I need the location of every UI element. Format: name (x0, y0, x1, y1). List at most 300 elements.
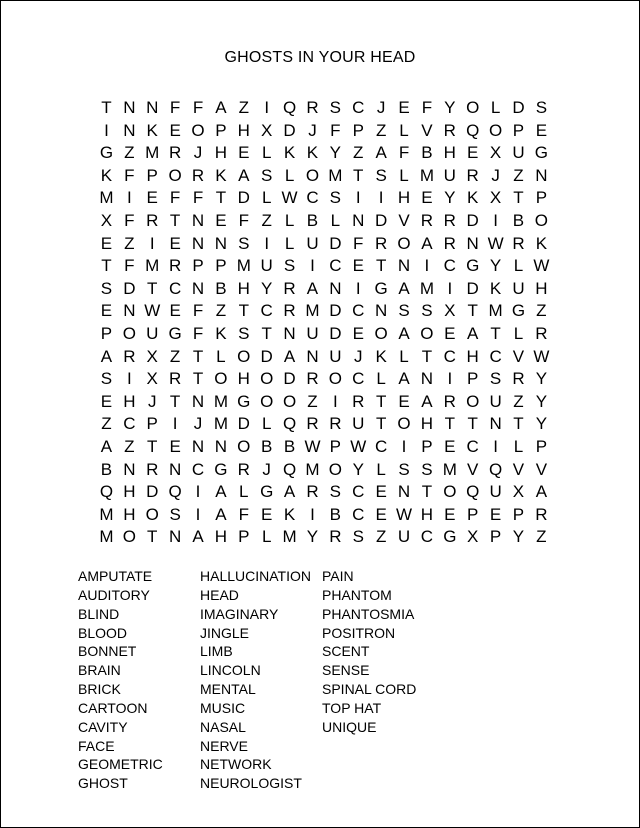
word-list-item: NASAL (200, 718, 246, 735)
grid-letter: K (215, 165, 227, 185)
grid-letter: T (101, 98, 112, 117)
grid-letter: K (535, 233, 548, 253)
word-list-item: GHOST (78, 775, 128, 792)
grid-letter: C (352, 98, 365, 117)
grid-letter: R (535, 504, 548, 524)
grid-letter: Y (306, 527, 319, 547)
grid-letter: E (352, 256, 364, 276)
grid-letter: H (397, 188, 411, 208)
grid-letter: R (123, 346, 136, 366)
grid-letter: C (352, 482, 365, 502)
grid-letter: N (146, 98, 159, 117)
grid-letter: D (237, 414, 250, 434)
grid-letter: D (283, 120, 296, 140)
grid-letter: R (443, 210, 456, 230)
grid-letter: Z (353, 143, 364, 163)
grid-letter: N (191, 233, 205, 253)
grid-letter: M (488, 301, 503, 321)
grid-letter: C (191, 459, 205, 479)
grid-letter: E (215, 210, 227, 230)
word-list-item: GEOMETRIC (78, 756, 163, 773)
grid-letter: H (237, 369, 250, 389)
grid-letter: N (283, 323, 296, 343)
grid-letter: P (146, 165, 158, 185)
grid-letter: N (123, 459, 136, 479)
grid-letter: O (328, 459, 342, 479)
grid-letter: S (375, 165, 387, 185)
grid-letter: J (147, 391, 157, 411)
grid-letter: B (261, 436, 273, 456)
grid-letter: W (304, 436, 321, 456)
grid-letter: S (329, 482, 342, 502)
grid-letter: R (168, 256, 182, 276)
grid-letter: N (329, 278, 342, 298)
grid-letter: N (191, 436, 205, 456)
grid-letter: M (305, 459, 320, 479)
grid-letter: Y (261, 278, 273, 298)
grid-letter: O (260, 369, 274, 389)
grid-letter: L (261, 414, 272, 434)
grid-letter: C (352, 301, 365, 321)
grid-letter: P (192, 256, 204, 276)
grid-letter: J (193, 143, 203, 163)
grid-letter: Y (512, 527, 525, 547)
grid-letter: C (420, 527, 434, 547)
grid-letter: T (147, 278, 158, 298)
grid-letter: Y (489, 256, 502, 276)
grid-letter: C (306, 188, 319, 208)
grid-letter: K (146, 120, 158, 140)
grid-letter: H (123, 482, 136, 502)
grid-letter: N (191, 210, 205, 230)
word-list (78, 567, 462, 793)
grid-letter: S (169, 504, 181, 524)
grid-letter: A (215, 482, 227, 502)
grid-letter: P (146, 414, 158, 434)
grid-letter: S (535, 98, 548, 117)
grid-letter: L (490, 98, 501, 117)
grid-letter: T (490, 323, 501, 343)
grid-letter: Z (513, 391, 524, 411)
grid-letter: Z (307, 391, 318, 411)
grid-letter: S (329, 98, 342, 117)
grid-letter: I (355, 278, 361, 298)
grid-letter: K (215, 323, 227, 343)
grid-letter: L (284, 233, 295, 253)
word-list-column-1 (78, 567, 200, 793)
grid-letter: K (283, 504, 296, 524)
grid-letter: M (99, 504, 114, 524)
grid-letter: D (283, 369, 296, 389)
grid-letter: S (238, 233, 250, 253)
grid-letter: A (215, 504, 227, 524)
grid-letter: Y (444, 98, 456, 117)
grid-letter: A (375, 143, 387, 163)
grid-letter: H (237, 278, 250, 298)
grid-letter: F (192, 188, 204, 208)
grid-letter: X (467, 527, 479, 547)
word-list-item: BLIND (78, 605, 120, 622)
grid-letter: R (443, 233, 456, 253)
grid-letter: P (535, 188, 548, 208)
grid-letter: K (375, 346, 387, 366)
grid-letter: I (355, 188, 361, 208)
grid-letter: N (191, 278, 205, 298)
grid-letter: X (100, 210, 113, 230)
grid-letter: N (352, 210, 365, 230)
grid-letter: L (330, 210, 341, 230)
grid-letter: I (493, 436, 498, 456)
grid-letter: Q (466, 120, 480, 140)
grid-letter: N (420, 369, 434, 389)
grid-letter: O (305, 165, 320, 185)
grid-letter: H (214, 143, 228, 163)
grid-letter: F (398, 143, 410, 163)
grid-letter: D (329, 233, 342, 253)
grid-letter: E (444, 323, 456, 343)
word-list-item: UNIQUE (322, 718, 377, 735)
grid-letter: Z (215, 301, 227, 321)
grid-letter: D (123, 278, 136, 298)
grid-letter: D (329, 301, 342, 321)
grid-letter: G (374, 278, 388, 298)
word-list-item: BLOOD (78, 624, 128, 641)
grid-letter: A (467, 323, 479, 343)
grid-letter: Z (238, 98, 249, 117)
grid-letter: E (169, 301, 181, 321)
grid-letter: X (261, 120, 273, 140)
grid-letter: E (261, 504, 273, 524)
grid-letter: O (466, 391, 480, 411)
grid-letter: K (100, 165, 113, 185)
grid-letter: J (193, 414, 203, 434)
grid-letter: F (421, 98, 433, 117)
grid-letter: H (123, 391, 136, 411)
grid-letter: A (283, 346, 296, 366)
grid-letter: T (513, 414, 524, 434)
grid-letter: O (145, 504, 159, 524)
grid-letter: L (399, 346, 409, 366)
word-list-item: SCENT (322, 643, 370, 660)
grid-letter: S (329, 188, 342, 208)
grid-letter: U (146, 323, 159, 343)
grid-letter: Y (535, 414, 548, 434)
grid-letter: W (533, 346, 550, 366)
grid-letter: E (169, 233, 181, 253)
grid-letter: A (535, 482, 548, 502)
grid-letter: L (284, 165, 295, 185)
grid-letter: N (168, 459, 182, 479)
grid-letter: N (489, 414, 502, 434)
grid-letter: L (216, 346, 226, 366)
grid-letter: O (466, 98, 480, 117)
grid-letter: K (283, 143, 296, 163)
grid-letter: Z (261, 210, 272, 230)
grid-letter: S (261, 165, 273, 185)
grid-letter: E (146, 188, 158, 208)
grid-letter: M (213, 414, 228, 434)
grid-letter: L (399, 120, 409, 140)
grid-letter: L (376, 369, 386, 389)
grid-row (95, 323, 555, 346)
grid-letter: Z (101, 414, 112, 434)
grid-letter: E (421, 188, 433, 208)
grid-letter: O (443, 482, 457, 502)
grid-row (95, 120, 555, 143)
grid-letter: N (214, 436, 228, 456)
grid-letter: I (126, 369, 132, 389)
grid-letter: C (123, 414, 136, 434)
grid-letter: Y (329, 143, 342, 163)
grid-letter: D (260, 346, 273, 366)
word-list-item: BONNET (78, 643, 137, 660)
grid-letter: T (147, 527, 158, 547)
grid-row (95, 255, 555, 278)
grid-letter: F (169, 98, 181, 117)
grid-letter: P (215, 120, 227, 140)
grid-letter: F (124, 256, 135, 276)
grid-letter: I (447, 278, 453, 298)
grid-letter: Z (124, 143, 135, 163)
word-list-item: BRAIN (78, 662, 121, 679)
grid-letter: G (168, 323, 182, 343)
grid-letter: W (487, 233, 504, 253)
grid-letter: E (375, 504, 387, 524)
word-list-column-3 (322, 567, 462, 793)
grid-letter: M (145, 143, 160, 163)
grid-letter: U (329, 346, 342, 366)
word-list-item: NEUROLOGIST (200, 775, 302, 792)
grid-row (95, 300, 555, 323)
grid-letter: U (512, 143, 525, 163)
grid-letter: Q (466, 482, 480, 502)
grid-letter: X (512, 482, 525, 502)
grid-letter: U (443, 165, 456, 185)
grid-letter: O (122, 323, 136, 343)
grid-letter: I (310, 256, 315, 276)
grid-letter: A (398, 369, 410, 389)
grid-letter: L (513, 323, 524, 343)
grid-letter: I (401, 436, 407, 456)
word-list-item: FACE (78, 737, 115, 754)
grid-letter: P (512, 120, 525, 140)
word-list-item: CAVITY (78, 718, 128, 735)
grid-letter: V (398, 210, 410, 230)
grid-letter: T (192, 346, 204, 366)
grid-letter: T (147, 436, 158, 456)
grid-letter: U (512, 278, 525, 298)
grid-letter: B (306, 210, 319, 230)
grid-letter: O (237, 346, 251, 366)
grid-letter: X (146, 369, 158, 389)
grid-letter: S (100, 369, 113, 389)
grid-letter: Z (124, 436, 135, 456)
grid-letter: M (213, 391, 228, 411)
grid-letter: A (398, 278, 410, 298)
grid-letter: W (533, 256, 550, 276)
grid-letter: Q (168, 482, 182, 502)
grid-letter: R (306, 482, 319, 502)
grid-letter: N (397, 482, 411, 502)
grid-letter: I (493, 210, 498, 230)
grid-letter: E (467, 143, 479, 163)
grid-letter: P (100, 323, 113, 343)
grid-letter: L (261, 527, 272, 547)
grid-letter: L (261, 188, 272, 208)
word-list-item: AMPUTATE (78, 568, 153, 584)
grid-letter: Y (444, 188, 456, 208)
word-list-item: MENTAL (200, 681, 256, 698)
grid-letter: A (306, 278, 319, 298)
grid-letter: N (123, 120, 136, 140)
grid-letter: T (192, 369, 204, 389)
grid-letter: A (100, 436, 113, 456)
grid-letter: U (489, 482, 502, 502)
grid-letter: P (352, 120, 364, 140)
grid-letter: D (466, 278, 479, 298)
grid-letter: J (353, 346, 363, 366)
grid-letter: I (332, 391, 338, 411)
grid-letter: O (260, 391, 274, 411)
grid-row (95, 459, 555, 482)
grid-letter: Z (536, 527, 547, 547)
grid-letter: P (238, 527, 250, 547)
grid-letter: Q (282, 98, 297, 117)
grid-letter: P (535, 436, 548, 456)
grid-letter: O (397, 414, 411, 434)
grid-letter: P (329, 436, 342, 456)
word-list-item: NETWORK (200, 756, 272, 773)
grid-letter: O (397, 233, 411, 253)
word-list-item: PHANTOM (322, 586, 392, 603)
grid-letter: N (168, 527, 182, 547)
grid-letter: R (512, 369, 525, 389)
grid-letter: U (397, 527, 411, 547)
grid-letter: E (444, 436, 456, 456)
grid-letter: G (214, 459, 228, 479)
word-list-item: POSITRON (322, 624, 396, 641)
grid-letter: R (443, 120, 456, 140)
word-list-item: MUSIC (200, 699, 246, 716)
grid-letter: N (535, 165, 548, 185)
grid-letter: T (375, 414, 387, 434)
grid-letter: H (237, 120, 250, 140)
grid-letter: E (444, 504, 456, 524)
grid-row (95, 526, 555, 549)
grid-letter: R (237, 459, 250, 479)
grid-letter: C (443, 256, 456, 276)
word-list-item: JINGLE (200, 624, 250, 641)
grid-letter: L (513, 256, 524, 276)
grid-letter: A (238, 165, 250, 185)
grid-letter: T (375, 391, 387, 411)
grid-letter: M (419, 165, 434, 185)
grid-letter: R (168, 143, 182, 163)
grid-letter: L (261, 143, 272, 163)
word-list-item: PHANTOSMIA (322, 605, 415, 622)
grid-row (95, 278, 555, 301)
grid-letter: M (328, 165, 343, 185)
grid-letter: Q (282, 459, 297, 479)
grid-row (95, 165, 555, 188)
grid-letter: O (191, 120, 205, 140)
grid-letter: Z (513, 165, 524, 185)
word-list-item: NERVE (200, 737, 248, 754)
grid-letter: Q (488, 459, 503, 479)
grid-letter: N (191, 391, 205, 411)
grid-row (95, 187, 555, 210)
grid-row (95, 210, 555, 233)
word-list-item: AUDITORY (78, 586, 150, 603)
grid-letter: R (374, 233, 388, 253)
grid-letter: T (215, 188, 227, 208)
grid-letter: B (215, 278, 227, 298)
grid-letter: F (192, 323, 204, 343)
grid-letter: C (329, 256, 342, 276)
grid-letter: C (168, 278, 182, 298)
grid-letter: N (397, 256, 411, 276)
grid-row (95, 481, 555, 504)
grid-letter: R (168, 369, 182, 389)
grid-letter: V (512, 346, 525, 366)
grid-letter: R (329, 414, 342, 434)
grid-letter: A (421, 233, 433, 253)
grid-letter: M (145, 256, 160, 276)
word-list-item: HEAD (200, 586, 239, 603)
grid-letter: J (262, 459, 271, 479)
grid-letter: F (238, 504, 249, 524)
grid-letter: T (467, 301, 478, 321)
grid-letter: O (122, 527, 136, 547)
grid-letter: I (195, 504, 201, 524)
grid-letter: D (512, 98, 525, 117)
grid-letter: E (352, 323, 364, 343)
grid-letter: X (489, 188, 502, 208)
grid-letter: C (443, 346, 456, 366)
grid-row (95, 233, 555, 256)
grid-letter: U (352, 414, 365, 434)
grid-letter: H (123, 504, 136, 524)
grid-letter: T (444, 414, 455, 434)
grid-letter: C (489, 346, 502, 366)
grid-letter: S (489, 369, 502, 389)
grid-letter: E (169, 120, 181, 140)
grid-letter: F (330, 120, 341, 140)
grid-letter: L (513, 436, 524, 456)
grid-letter: R (146, 210, 159, 230)
grid-letter: P (215, 256, 227, 276)
word-list-item: LIMB (200, 643, 233, 660)
grid-letter: H (420, 414, 434, 434)
grid-letter: I (447, 369, 453, 389)
grid-letter: H (466, 346, 479, 366)
grid-letter: G (260, 482, 274, 502)
grid-letter: R (191, 165, 205, 185)
grid-letter: T (421, 482, 433, 502)
grid-letter: R (146, 459, 159, 479)
grid-letter: R (420, 210, 434, 230)
grid-letter: G (466, 256, 480, 276)
grid-row (95, 436, 555, 459)
grid-letter: O (168, 165, 182, 185)
grid-letter: Z (375, 527, 387, 547)
word-list-item: TOP HAT (322, 699, 382, 716)
grid-letter: B (283, 436, 296, 456)
grid-letter: V (421, 120, 433, 140)
grid-letter: B (100, 459, 113, 479)
grid-letter: E (398, 391, 410, 411)
grid-letter: H (214, 527, 228, 547)
